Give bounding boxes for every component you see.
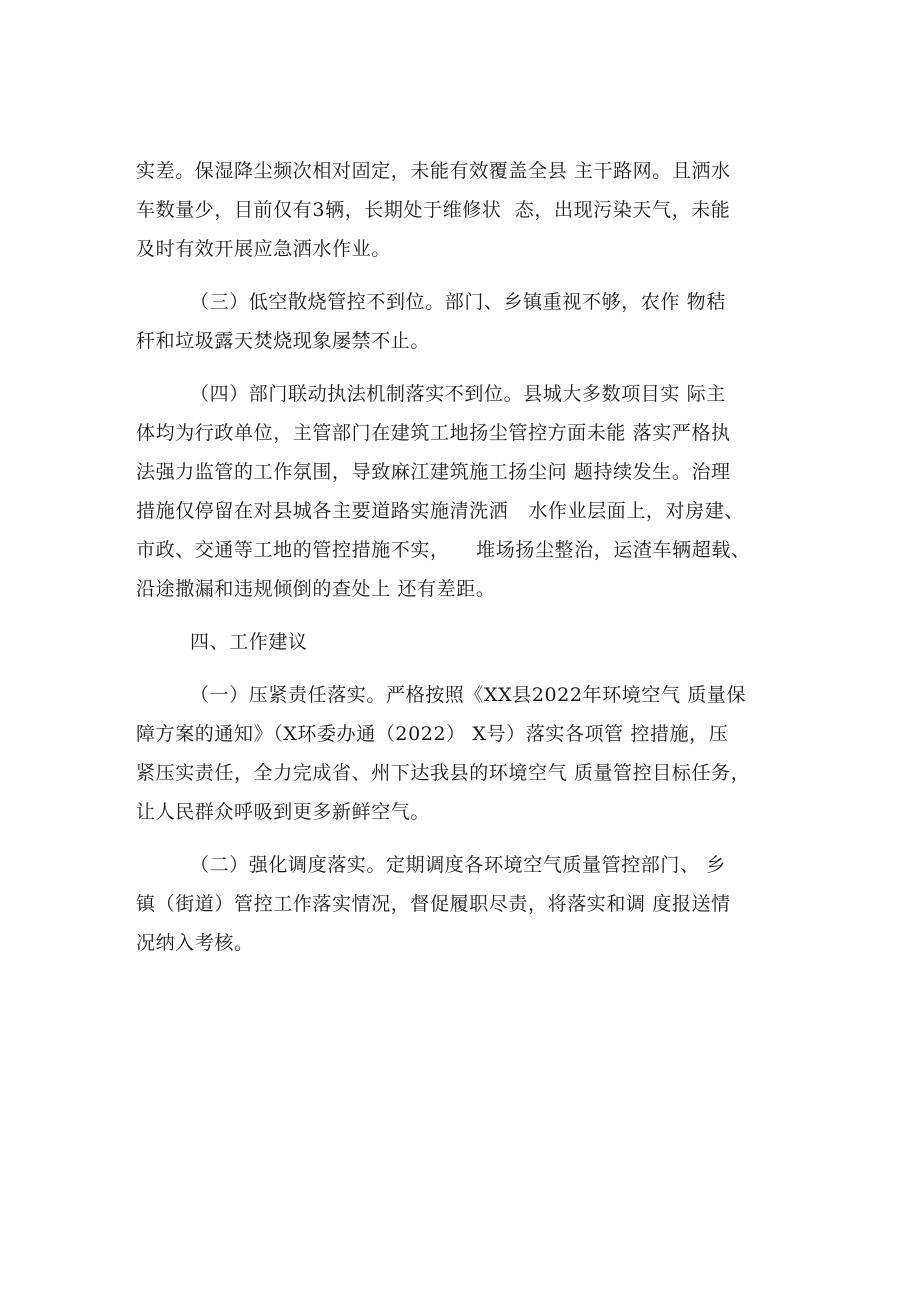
text-line: 实差。保湿降尘频次相对固定，未能有效覆盖全县 主干路网。且洒水: [136, 160, 731, 182]
text-line: 市政、交通等工地的管控措施不实， 堆场扬尘整治，运渣车辆超载、: [136, 539, 751, 561]
text-line: 秆和垃圾露天焚烧现象屡禁不止。: [136, 330, 431, 352]
text-line: 让人民群众呼吸到更多新鲜空气。: [136, 801, 431, 823]
text-line: 法强力监管的工作氛围，导致麻江建筑施工扬尘问 题持续发生。治理: [136, 461, 731, 483]
text-line: 措施仅停留在对县城各主要道路实施清洗洒 水作业层面上，对房建、: [136, 500, 744, 522]
document-body: [136, 152, 786, 963]
paragraph-responsibility: [136, 676, 786, 832]
paragraph-open-burning: [136, 283, 786, 361]
text-line: 障方案的通知》（X环委办通（2022） X号）落实各项管 控措施，压: [136, 723, 729, 745]
text-line: 镇（街道）管控工作落实情况，督促履职尽责，将落实和调 度报送情: [136, 893, 731, 915]
text-line: （四）部门联动执法机制落实不到位。县城大多数项目实 际主: [190, 383, 726, 405]
text-line: 体均为行政单位，主管部门在建筑工地扬尘管控方面未能 落实严格执: [136, 422, 731, 444]
text-line: （一）压紧责任落实。严格按照《XX县2022年环境空气 质量保: [190, 684, 747, 706]
text-line: 及时有效开展应急洒水作业。: [136, 238, 391, 260]
text-line: 车数量少，目前仅有3辆，长期处于维修状 态，出现污染天气，未能: [136, 199, 731, 221]
paragraph-sprinkler-shortage: [136, 152, 786, 269]
text-line: （三）低空散烧管控不到位。部门、乡镇重视不够，农作 物秸: [190, 291, 726, 313]
text-line: 况纳入考核。: [136, 932, 254, 954]
section-heading: 四、工作建议: [190, 631, 308, 653]
text-line: 沿途撒漏和违规倾倒的查处上 还有差距。: [136, 578, 496, 600]
text-line: （二）强化调度落实。定期调度各环境空气质量管控部门、 乡: [190, 854, 726, 876]
paragraph-joint-enforcement: [136, 375, 786, 609]
paragraph-scheduling: [136, 846, 786, 963]
text-line: 紧压实责任，全力完成省、州下达我县的环境空气 质量管控目标任务，: [136, 762, 751, 784]
